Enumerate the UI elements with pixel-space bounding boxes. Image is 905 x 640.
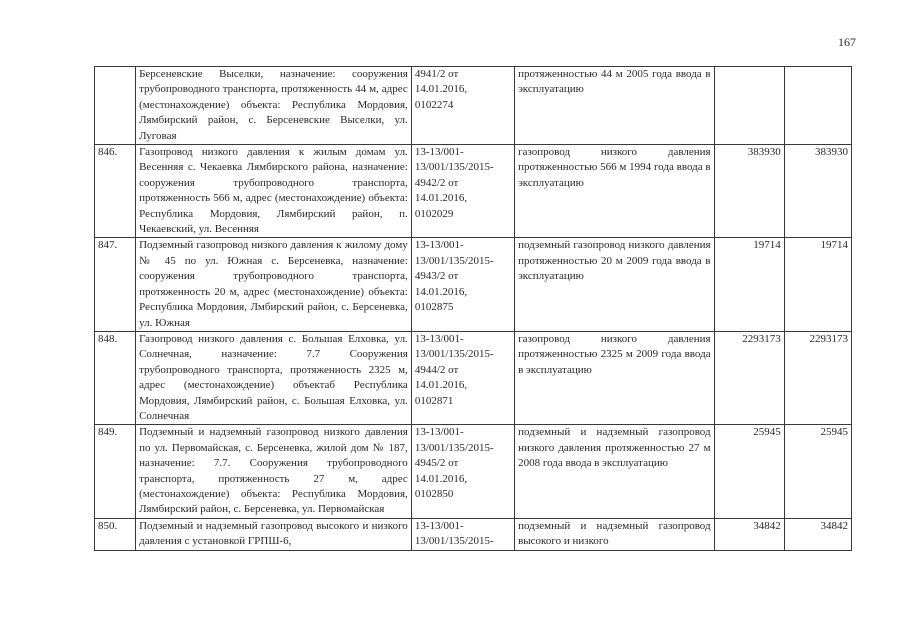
table-row [95, 518, 852, 550]
description-cell: подземный и надземный газопровод низкого давления протяженностью 27 м 2008 года ввода в эксплуатацию [515, 425, 715, 518]
row-number-cell: 850. [95, 518, 136, 550]
value-cell-1: 25945 [714, 425, 784, 518]
registration-cell: 13-13/001- 13/001/135/2015- 4942/2 от 14.01.2016, 0102029 [411, 145, 514, 238]
registration-cell: 13-13/001- 13/001/135/2015- 4943/2 от 14.01.2016, 0102875 [411, 238, 514, 331]
row-number-cell: 848. [95, 331, 136, 424]
object-name-cell: Подземный и надземный газопровод низкого давления по ул. Первомайская, с. Берсеневка, жилой дом № 187, назначение: 7.7. Сооружения трубопроводного транспорта, протяженность 27 м, адрес (местонахождение) объекта: Республика Мордовия, Лямбирский район, с. Берсеневка, ул. Первомайская [136, 425, 412, 518]
description-cell: протяженностью 44 м 2005 года ввода в эксплуатацию [515, 67, 715, 145]
description-cell: подземный и надземный газопровод высокого и низкого [515, 518, 715, 550]
table-row [95, 67, 852, 145]
value-cell-2: 25945 [784, 425, 851, 518]
page-number: 167 [838, 35, 856, 49]
table-row [95, 425, 852, 518]
table-row [95, 145, 852, 238]
registration-cell: 13-13/001- 13/001/135/2015- 4945/2 от 14.01.2016, 0102850 [411, 425, 514, 518]
registration-cell: 4941/2 от 14.01.2016, 0102274 [411, 67, 514, 145]
table-row [95, 331, 852, 424]
row-number-cell [95, 67, 136, 145]
row-number-cell: 849. [95, 425, 136, 518]
table-row [95, 238, 852, 331]
registration-cell: 13-13/001- 13/001/135/2015- 4944/2 от 14.01.2016, 0102871 [411, 331, 514, 424]
object-name-cell: Подземный и надземный газопровод высокого и низкого давления с установкой ГРПШ-6, [136, 518, 412, 550]
object-name-cell: Газопровод низкого давления к жилым домам ул. Весенняя с. Чекаевка Лямбирского района, назначение: сооружения трубопроводного транспорта, протяженность 566 м, адрес (местонахождение) объекта: Республика Мордовия, Лямбирский район, п. Чекаевский, ул. Весенняя [136, 145, 412, 238]
value-cell-2: 383930 [784, 145, 851, 238]
row-number-cell: 847. [95, 238, 136, 331]
property-registry-table [94, 66, 852, 551]
description-cell: газопровод низкого давления протяженностью 566 м 1994 года ввода в эксплуатацию [515, 145, 715, 238]
row-number-cell: 846. [95, 145, 136, 238]
value-cell-2: 2293173 [784, 331, 851, 424]
object-name-cell: Подземный газопровод низкого давления к жилому дому № 45 по ул. Южная с. Берсеневка, назначение: сооружения трубопроводного транспорта, протяженность 20 м, адрес (местонахождение) объекта: Республика Мордовия, Лмбирский район, с. Берсеневка, ул. Южная [136, 238, 412, 331]
object-name-cell: Газопровод низкого давления с. Большая Елховка, ул. Солнечная, назначение: 7.7 Сооружения трубопроводного транспорта, протяженность 2325 м, адрес (местонахождение) объектаб Республика Мордовия, Лямбирский район, с. Большая Елховка, ул. Солнечная [136, 331, 412, 424]
value-cell-1: 34842 [714, 518, 784, 550]
value-cell-2: 34842 [784, 518, 851, 550]
object-name-cell: Берсеневские Выселки, назначение: сооружения трубопроводного транспорта, протяженность 44 м, адрес (местонахождение) объекта: Республика Мордовия, Лямбирский район, с. Берсеневские Выселки, ул. Луговая [136, 67, 412, 145]
value-cell-2 [784, 67, 851, 145]
value-cell-1: 19714 [714, 238, 784, 331]
value-cell-2: 19714 [784, 238, 851, 331]
registration-cell: 13-13/001- 13/001/135/2015- [411, 518, 514, 550]
description-cell: газопровод низкого давления протяженностью 2325 м 2009 года ввода в эксплуатацию [515, 331, 715, 424]
value-cell-1: 2293173 [714, 331, 784, 424]
value-cell-1: 383930 [714, 145, 784, 238]
value-cell-1 [714, 67, 784, 145]
description-cell: подземный газопровод низкого давления протяженностью 20 м 2009 года ввода в эксплуатацию [515, 238, 715, 331]
